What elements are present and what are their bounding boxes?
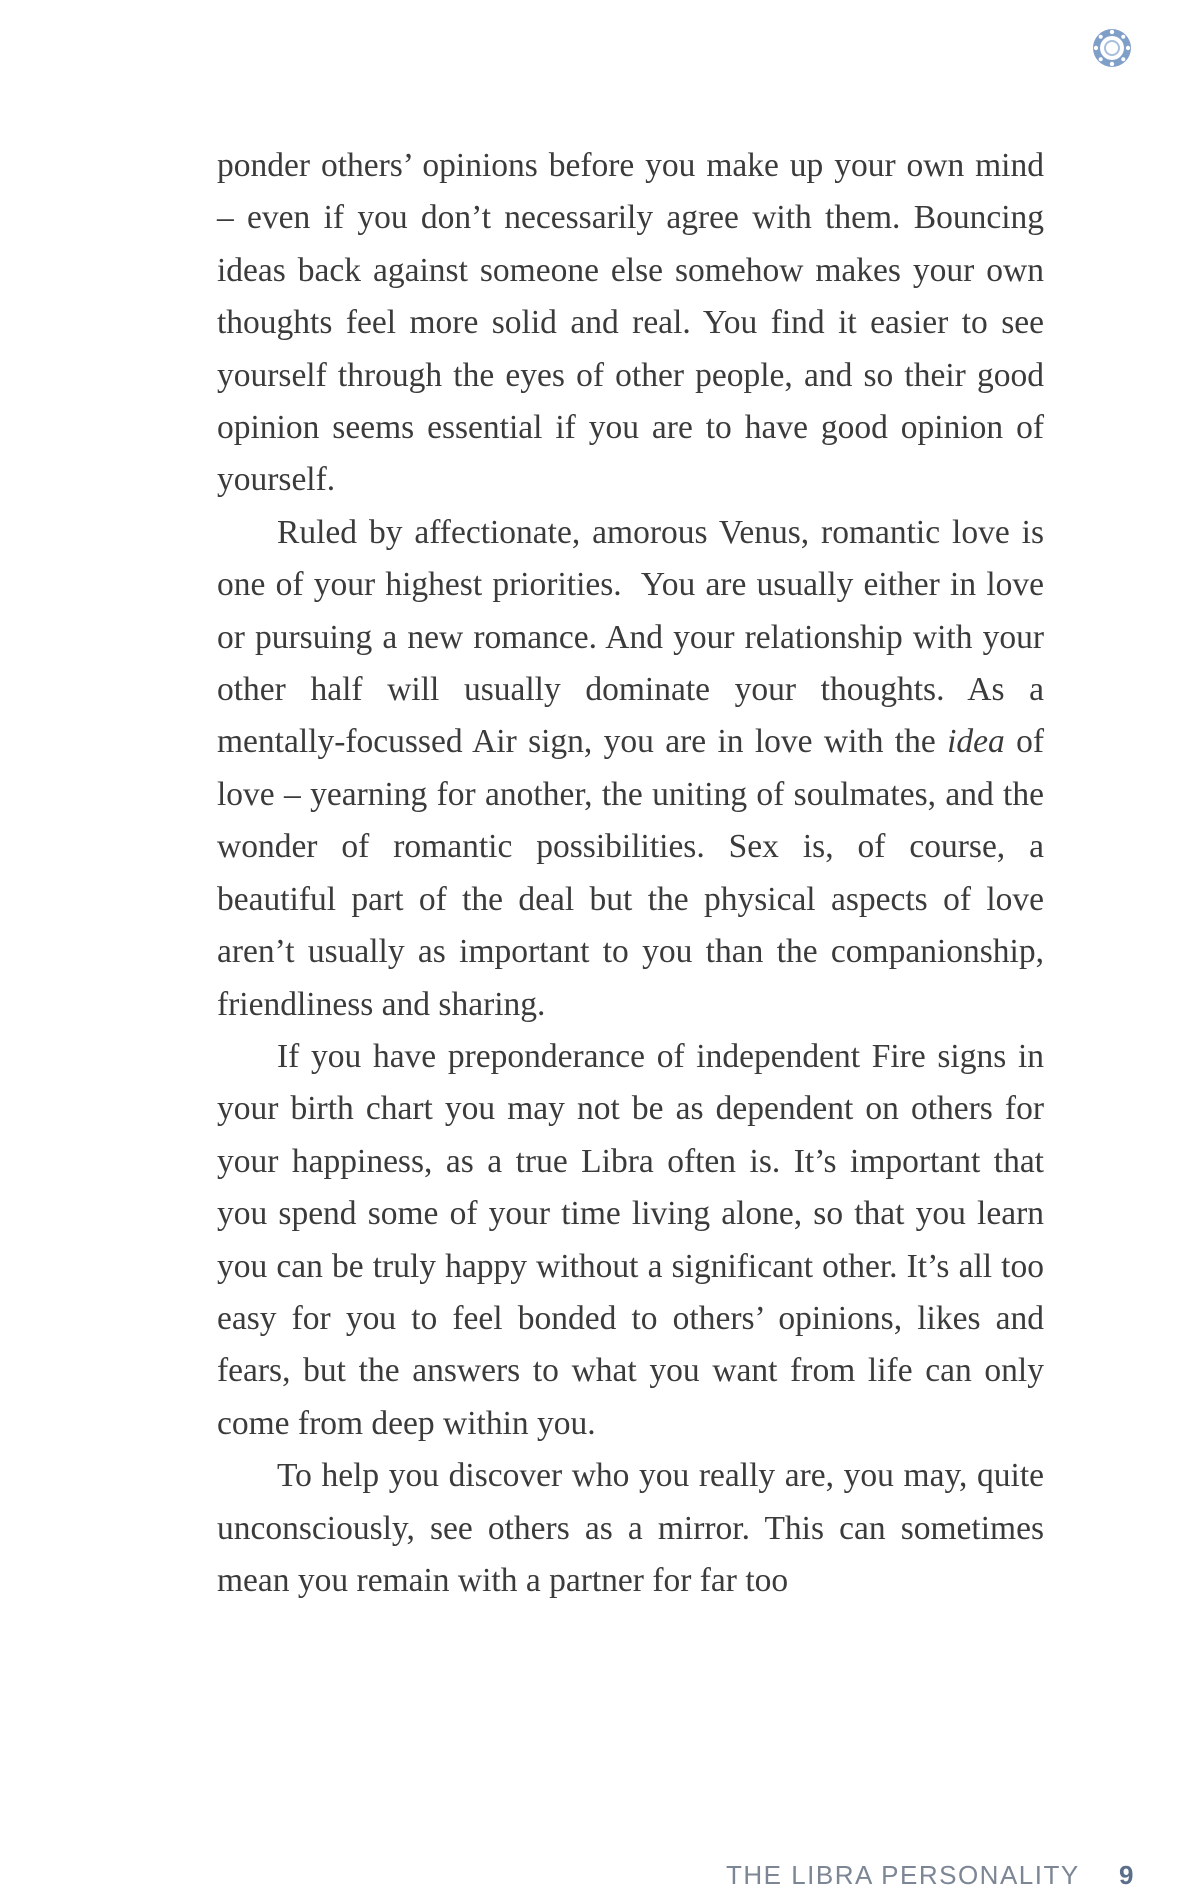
page-number: 9: [1119, 1860, 1134, 1890]
paragraph-4: To help you discover who you really are, you may, quite unconsciously, see others as a mirror. This can sometimes mean you remain with a partner for far too: [217, 1457, 1044, 1599]
paragraph-3: If you have preponderance of independent Fire signs in your birth chart you may not be as dependent on others for your happiness, as a true Libra often is. It’s important that you spend some of your time living alone, so that you learn you can be truly happy without a significant other. It’s all too easy for you to feel bonded to others’ opinions, likes and fears, but the answers to what you want from life can only come from deep within you.: [217, 1037, 1044, 1442]
paragraph-1: ponder others’ opinions before you make up your own mind – even if you don’t necessarily agree with them. Bouncing ideas back against someone else somehow makes your own thoughts feel more solid and real. You find it easier to see yourself through the eyes of other people, and so their good opinion seems essential if you are to have good opinion of yourself.: [217, 147, 1044, 499]
running-head: THE LIBRA PERSONALITY: [726, 1860, 1080, 1890]
paragraph-2: [217, 507, 1044, 1031]
circle-burst-ornament-icon: [1090, 26, 1134, 70]
paragraph-2-before-emphasis: Ruled by affectionate, amorous Venus, romantic love is one of your highest priorities. You are usually either in love or pursuing a new romance. And your relationship with your other half will usually dominate your thoughts. As a mentally-focussed Air sign, you are in love with the: [217, 513, 1044, 761]
page-footer: [700, 1860, 1140, 1890]
body-text: [217, 140, 1044, 1607]
paragraph-2-after-emphasis: of love – yearning for another, the uniting of soulmates, and the wonder of romantic possibilities. Sex is, of course, a beautiful part of the deal but the physical aspects of love aren’t usually as important to you than the companionship, friendliness and sharing.: [217, 723, 1044, 1023]
emphasis-word: idea: [947, 723, 1005, 761]
